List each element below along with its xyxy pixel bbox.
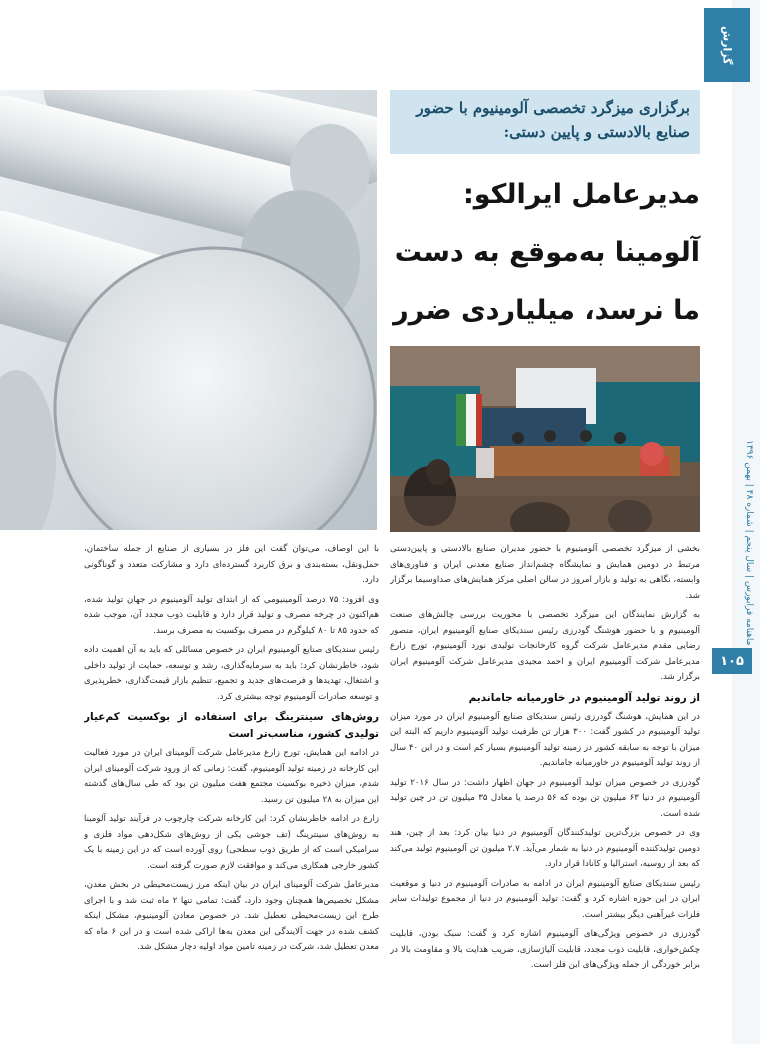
paragraph: وی افزود: ۷۵ درصد آلومینیومی که از ابتدای تولید آلومینیوم در جهان تولید شده، هم‌اکنون در چرخه مصرف و تولید قرار دارد و قابلیت ذوب مجدد آن، موجب شده که حدود ۸۵ تا ۸۰ کیلوگرم در مصرف بوکسیت به مصرف برسد. [84, 594, 379, 636]
paragraph: زارع در ادامه خاطرنشان کرد: این کارخانه شرکت چارچوب در فرآیند تولید آلومینا به روش‌های سینترینگ (تف جوشی یکی از روش‌های شکل‌دهی مواد فلزی و سرامیکی است که از طریق ذوب سطحی) روی آورده است که در این زمینه با یک کشور خارجی همکاری می‌کند و موافقت لازم صورت گرفته است. [84, 814, 379, 871]
kicker-title: برگزاری میزگرد تخصصی آلومینیوم با حضور صنایع بالادستی و پایین دستی: [416, 99, 690, 141]
paragraph: گودرزی در خصوص ویژگی‌های آلومینیوم اشاره کرد و گفت: سبک بودن، قابلیت چکش‌خواری، قابلیت ذوب مجدد، قابلیت آلیاژسازی، ضریب هدایت بالا و مقاومت بالا در برابر خوردگی از جمله ویژگی‌های این فلز است. [390, 929, 700, 970]
paragraph: با این اوصاف، می‌توان گفت این فلز در بسیاری از صنایع از جمله ساختمان، حمل‌ونقل، بسته‌بندی و برق کاربرد گسترده‌ای دارد و مشارکت متعدد و گوناگونی دارد. [84, 544, 379, 585]
kicker-box [390, 90, 700, 154]
paragraph: در این همایش، هوشنگ گودرزی رئیس سندیکای صنایع آلومینیوم ایران در مورد میزان تولید آلومینیوم در کشور گفت: ۳۰۰ هزار تن ظرفیت تولید آلومینیوم داریم که البته این میزان با توجه به سابقه کشور در زمینه تولید آلومینیوم بسیار کم است و در این ۴۰ سال از روند تولید آلومینیوم در خاورمیانه جاماندیم. [390, 711, 700, 768]
subheading: از روند تولید آلومینیوم در خاورمیانه جاماندیم [468, 691, 700, 704]
paragraph: رئیس سندیکای صنایع آلومینیوم ایران در ادامه به صادرات آلومینیوم در دنیا و موقعیت ایران در این حوزه اشاره کرد و گفت: تولید آلومینیوم در دنیا از مجموع تولیدات سایر فلزات غیرآهنی دیگر بیشتر است. [390, 878, 700, 920]
paragraph: وی در خصوص بزرگ‌ترین تولیدکنندگان آلومینیوم در دنیا بیان کرد: بعد از چین، هند دومین تولیدکننده آلومینیوم در دنیا به شمار می‌آید. ۲.۷ میلیون تن آلومینیوم تولید می‌کند که بعد از روسیه، استرالیا و کانادا قرار دارد. [390, 828, 700, 869]
conference-photo [390, 346, 700, 532]
paragraph: به گزارش نمایندگان این میزگرد تخصصی با محوریت بررسی چالش‌های صنعت آلومینیوم و با حضور هوشنگ گودرزی رئیس سندیکای صنایع آلومینیوم ایران، منصور رضایی مقدم مدیرعامل شرکت گروه کارخانجات تولیدی نورد آلومینیوم، تورج زارع مدیرعامل شرکت آلومینیوم ایران و احمد مجیدی مدیرعامل شرکت آلومینیوم ایران برگزار شد. [390, 610, 700, 682]
paragraph: بخشی از میزگرد تخصصی آلومینیوم با حضور مدیران صنایع بالادستی و پایین‌دستی مرتبط در دومین همایش و نمایشگاه چشم‌انداز صنایع معدنی ایران و فناوری‌های وابسته، نگاهی به تولید و بازار امروز در سالن اصلی مرکز همایش‌های صداوسیما برگزار شد. [390, 544, 700, 601]
section-tab [704, 8, 750, 82]
article-column-left [84, 542, 379, 1037]
article-headline: مدیرعامل ایرالکو: آلومینا به‌موقع به دست ما نرسد، میلیاردی ضرر [393, 179, 700, 326]
article-column-right [390, 542, 700, 1037]
journal-info-vertical: ماهنامه فرابورس | سال پنجم | شماره ۴۸ | بهمن ۱۳۹۶ [744, 440, 754, 646]
paragraph: رئیس سندیکای صنایع آلومینیوم ایران در خصوص مسائلی که باید به آن اهمیت داده شود، خاطرنشان کرد: باید به سرمایه‌گذاری، رشد و توسعه، حمایت از تولید داخلی و اشتغال، تهدیدها و فرصت‌های جدید و تجمیع، تنظیم بازار قیمت‌گذاری، خطرپذیری و توسعه صادرات آلومینیوم توجه بیشتری کرد. [84, 645, 379, 702]
page-number: ۱۰۵ [712, 648, 752, 674]
aluminum-coils-photo [0, 90, 377, 530]
paragraph: گودرزی در خصوص میزان تولید آلومینیوم در جهان اظهار داشت: در سال ۲۰۱۶ تولید آلومینیوم در دنیا ۶۳ میلیون تن بوده که ۵۶ درصد یا معادل ۳۵ میلیون تن در چین تولید شده است. [390, 777, 700, 819]
subheading: روش‌های سینترینگ برای استفاده از بوکسیت کم‌عیار تولیدی کشور، مناسب‌تر است [84, 711, 379, 740]
paragraph: در ادامه این همایش، تورج زارع مدیرعامل شرکت آلومینای ایران در مورد فعالیت این کارخانه در زمینه تولید آلومینیوم، گفت: زمانی که از ورود شرکت آلومینای ایران شدم، میزان ذخیره بوکسیت مجتمع هفت میلیون تن بود که طی سال‌های گذشته این میزان به ۲۸ میلیون تن رسید. [84, 748, 379, 805]
paragraph: مدیرعامل شرکت آلومینای ایران در بیان اینکه مرز زیست‌محیطی در بخش معدن، مشکل تخصیص‌ها همچنان وجود دارد، گفت: تمامی تنها ۲ ماه ثبت شد و با اجرای طرح این زیست‌محیطی تعطیل شد. در خصوص معادن آلومینیوم، مشکل اینکه کشف شده در جهت آلایندگی این معدن به‌ها اراکی شده است و در این ۶ ماه که معدن تعطیل شد، شرکت در زمینه تامین مواد اولیه دچار مشکل شد. [84, 880, 379, 952]
section-tab-label: گزارش [720, 25, 734, 65]
